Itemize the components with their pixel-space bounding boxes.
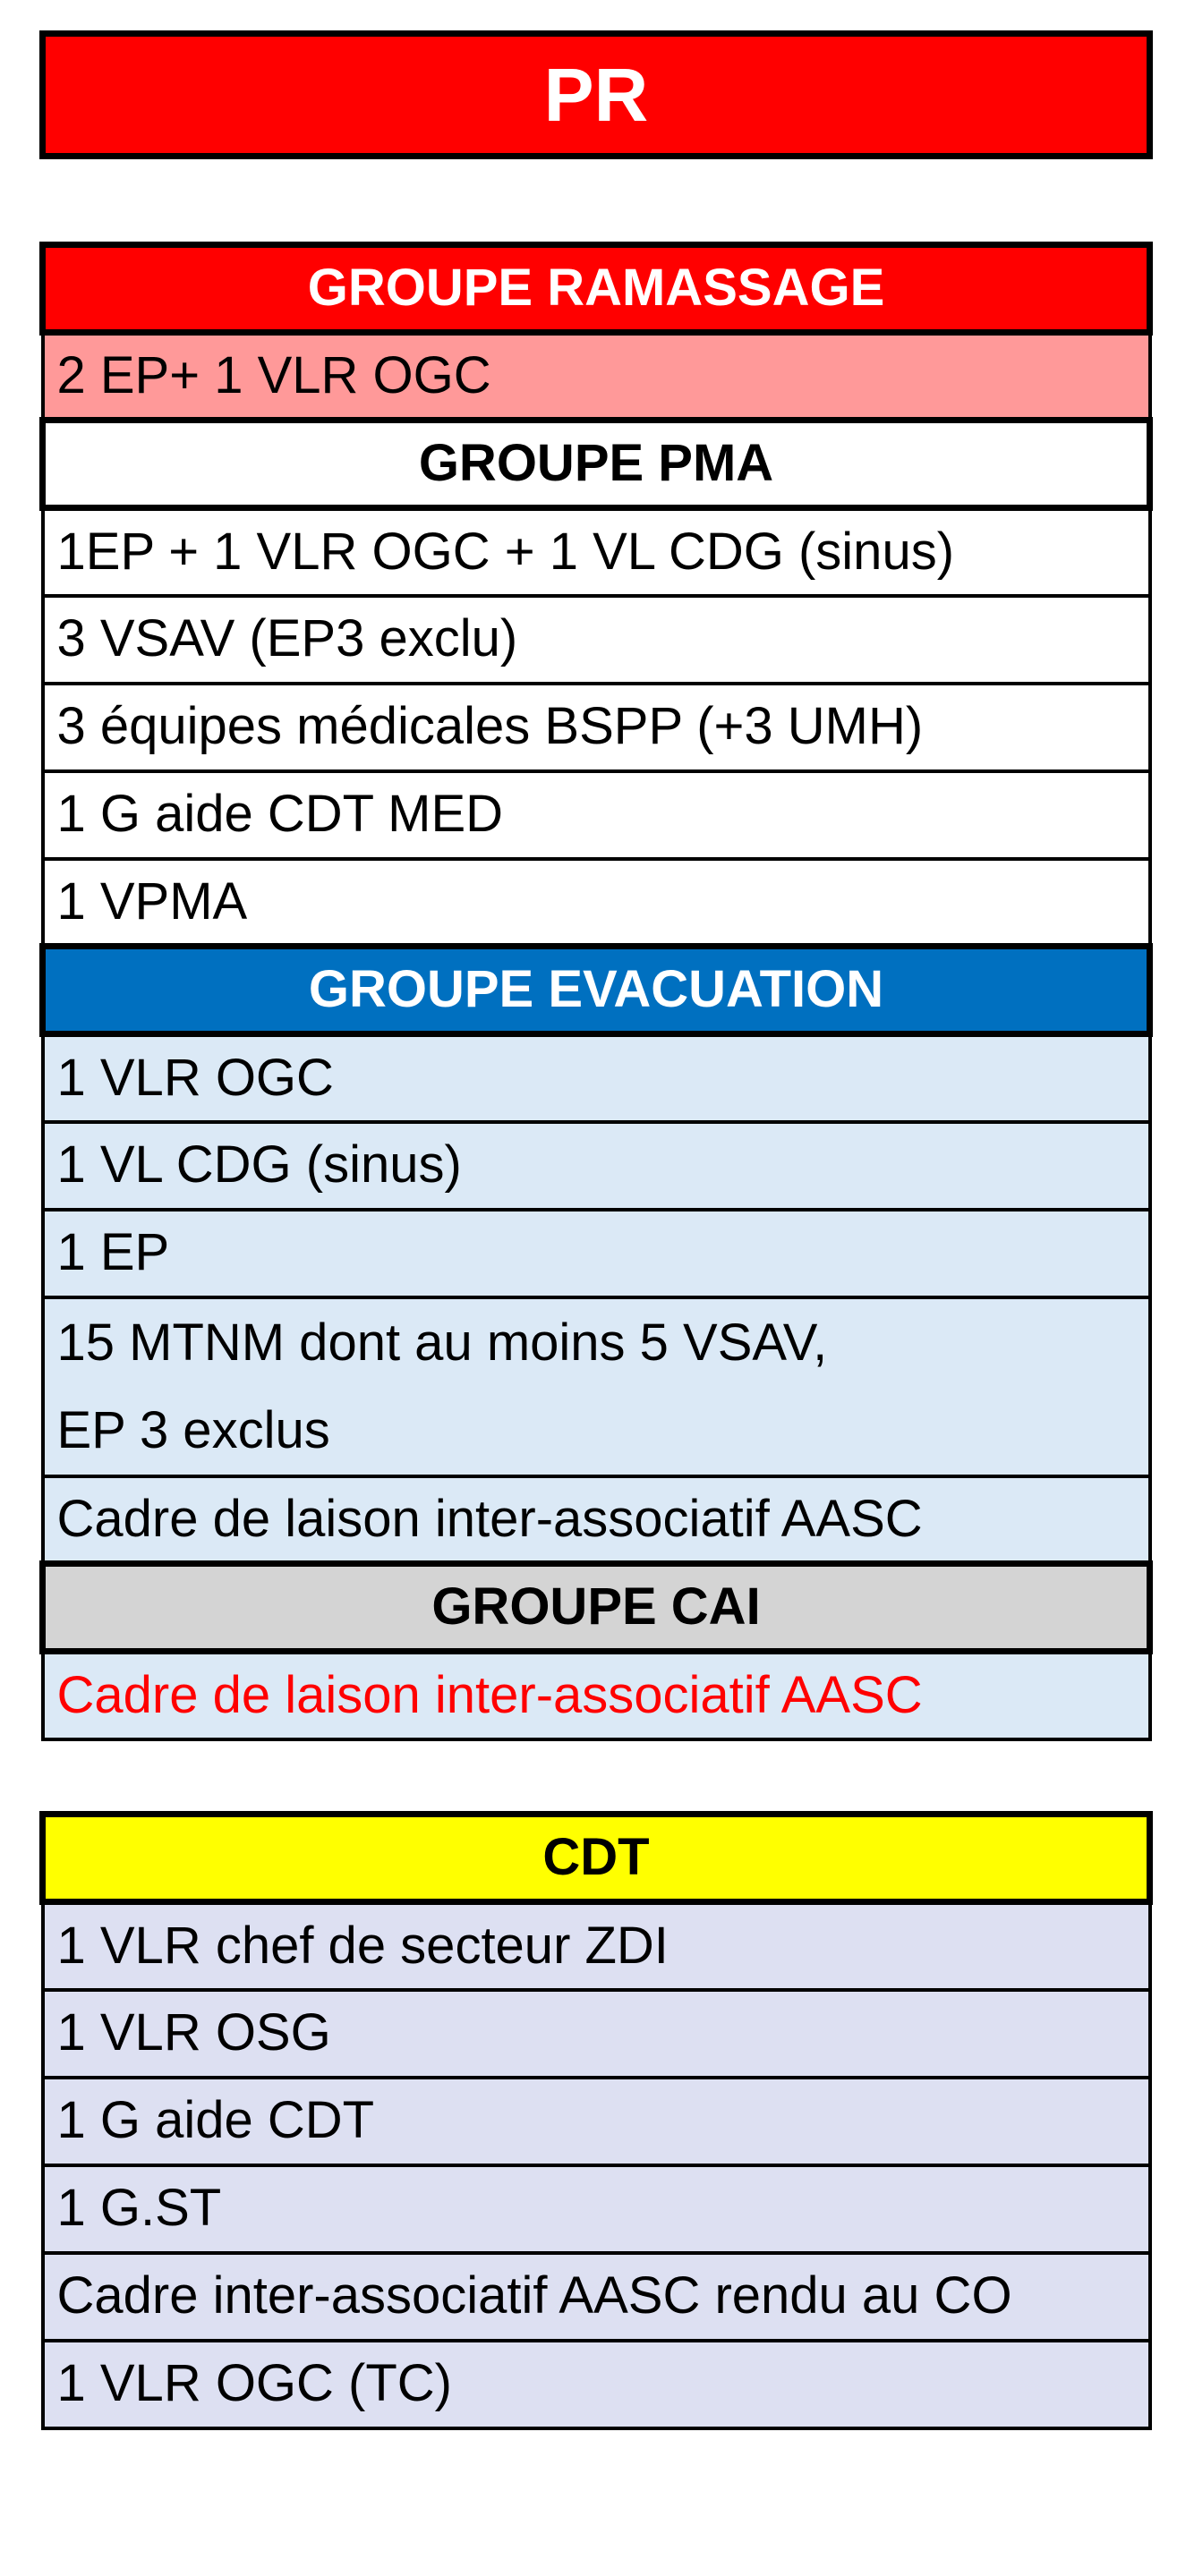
table-row bbox=[43, 1122, 1150, 1210]
table-row bbox=[43, 2165, 1150, 2253]
pma-item-5: 1 VPMA bbox=[43, 859, 1150, 947]
header-cdt: CDT bbox=[43, 1815, 1150, 1902]
cdt-item-6: 1 VLR OGC (TC) bbox=[43, 2341, 1150, 2428]
header-groupe-cai: GROUPE CAI bbox=[43, 1564, 1150, 1652]
evacuation-item-4 bbox=[43, 1297, 1150, 1476]
table-row bbox=[43, 1476, 1150, 1564]
table-row bbox=[43, 859, 1150, 947]
table-row bbox=[43, 771, 1150, 859]
evacuation-item-3: 1 EP bbox=[43, 1210, 1150, 1297]
pma-item-1: 1EP + 1 VLR OGC + 1 VL CDG (sinus) bbox=[43, 508, 1150, 596]
table-row bbox=[43, 333, 1150, 421]
groups-table bbox=[39, 242, 1153, 1741]
table-row bbox=[43, 1034, 1150, 1122]
header-groupe-evacuation: GROUPE EVACUATION bbox=[43, 947, 1150, 1034]
evacuation-item-2: 1 VL CDG (sinus) bbox=[43, 1122, 1150, 1210]
cdt-item-2: 1 VLR OSG bbox=[43, 1990, 1150, 2078]
table-row bbox=[43, 2078, 1150, 2165]
evacuation-item-1: 1 VLR OGC bbox=[43, 1034, 1150, 1122]
table-row bbox=[43, 1902, 1150, 1990]
header-groupe-ramassage: GROUPE RAMASSAGE bbox=[43, 245, 1150, 333]
page-title: PR bbox=[39, 30, 1153, 159]
table-row bbox=[43, 1210, 1150, 1297]
table-row bbox=[43, 421, 1150, 508]
table-row bbox=[43, 245, 1150, 333]
table-row bbox=[43, 947, 1150, 1034]
table-row bbox=[43, 1564, 1150, 1652]
table-row bbox=[43, 1297, 1150, 1476]
table-row bbox=[43, 1815, 1150, 1902]
table-row bbox=[43, 596, 1150, 684]
ramassage-item-1: 2 EP+ 1 VLR OGC bbox=[43, 333, 1150, 421]
cdt-item-1: 1 VLR chef de secteur ZDI bbox=[43, 1902, 1150, 1990]
table-row bbox=[43, 1990, 1150, 2078]
cdt-item-5: Cadre inter-associatif AASC rendu au CO bbox=[43, 2253, 1150, 2341]
evacuation-item-5: Cadre de laison inter-associatif AASC bbox=[43, 1476, 1150, 1564]
table-row bbox=[43, 2253, 1150, 2341]
pma-item-4: 1 G aide CDT MED bbox=[43, 771, 1150, 859]
evacuation-item-4-line-1: 15 MTNM dont au moins 5 VSAV, bbox=[56, 1313, 828, 1372]
cdt-item-3: 1 G aide CDT bbox=[43, 2078, 1150, 2165]
cdt-item-4: 1 G.ST bbox=[43, 2165, 1150, 2253]
cai-item-1: Cadre de laison inter-associatif AASC bbox=[43, 1652, 1150, 1739]
header-groupe-pma: GROUPE PMA bbox=[43, 421, 1150, 508]
pma-item-2: 3 VSAV (EP3 exclu) bbox=[43, 596, 1150, 684]
cdt-table bbox=[39, 1811, 1153, 2430]
table-row bbox=[43, 1652, 1150, 1739]
evacuation-item-4-line-2: EP 3 exclus bbox=[56, 1400, 330, 1459]
pma-item-3: 3 équipes médicales BSPP (+3 UMH) bbox=[43, 684, 1150, 771]
table-row bbox=[43, 684, 1150, 771]
table-row bbox=[43, 2341, 1150, 2428]
table-row bbox=[43, 508, 1150, 596]
